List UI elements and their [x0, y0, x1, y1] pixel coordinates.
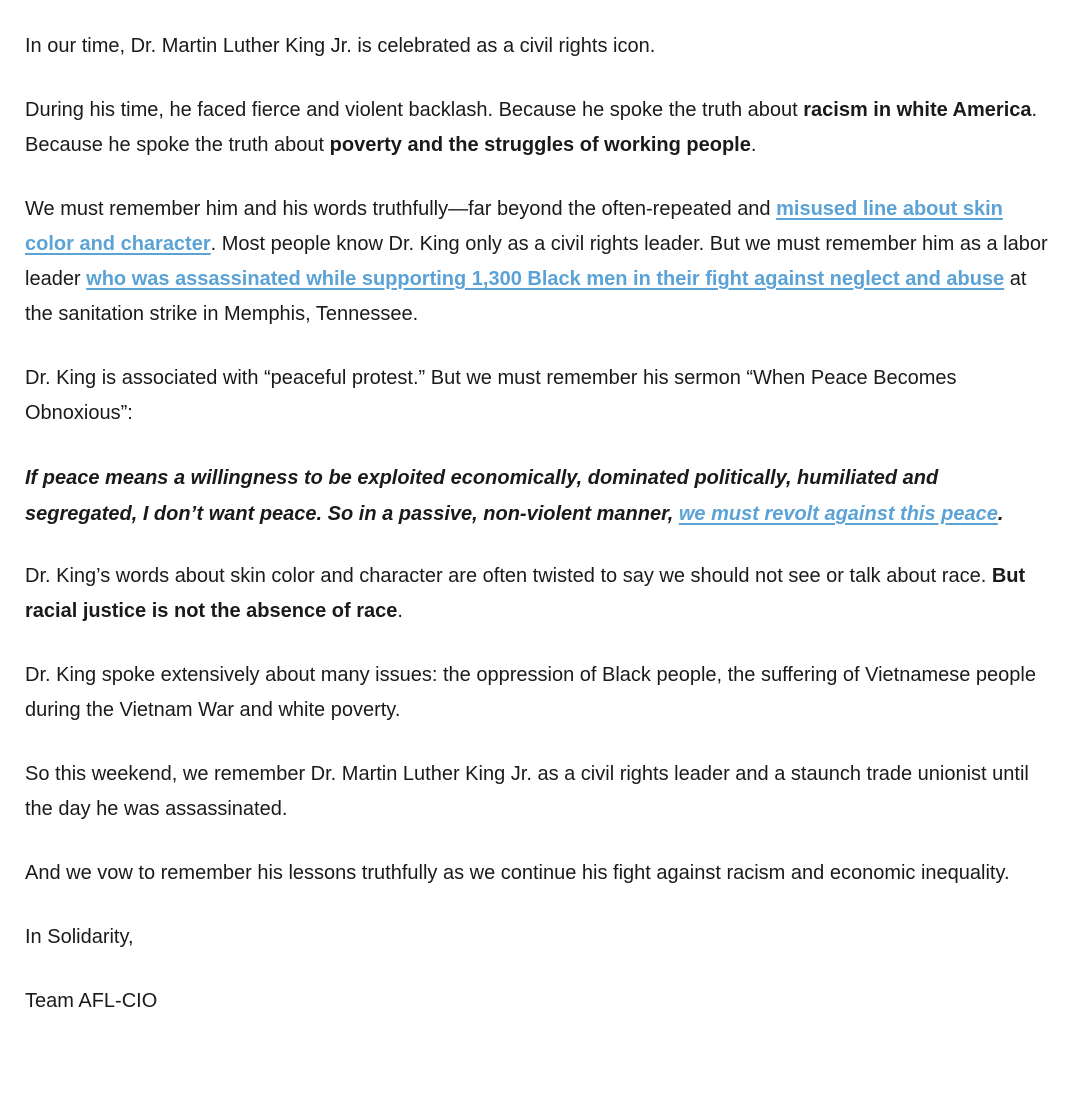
paragraph-text: Dr. King spoke extensively about many issues: the oppression of Black people, the suffering of Vietnamese people during the Vietnam War and white poverty. [25, 664, 1036, 721]
bold-phrase-racial-justice: But racial justice is not the absence of race [25, 565, 1026, 622]
quote-text: . [997, 503, 1004, 525]
paragraph-sermon [25, 361, 1051, 431]
paragraph-text: . Most people know Dr. King only as a civil rights leader. But we must remember him as a labor leader [25, 233, 1048, 290]
paragraph-text: at the sanitation strike in Memphis, Tennessee. [25, 268, 1027, 325]
link-sanitation-strike[interactable]: who was assassinated while supporting 1,300 Black men in their fight against neglect and abuse [86, 268, 1005, 290]
paragraph-weekend [25, 757, 1051, 827]
signature-text: Team AFL-CIO [25, 990, 158, 1012]
bold-phrase-racism: racism in white America [803, 99, 1032, 121]
bold-phrase-poverty: poverty and the struggles of working people [329, 134, 751, 156]
paragraph-text: And we vow to remember his lessons truthfully as we continue his fight against racism and economic inequality. [25, 862, 1010, 884]
paragraph-text: Dr. King’s words about skin color and character are often twisted to say we should not see or talk about race. [25, 565, 992, 587]
paragraph-text: We must remember him and his words truthfully—far beyond the often-repeated and [25, 198, 777, 220]
paragraph-text: In our time, Dr. Martin Luther King Jr. is celebrated as a civil rights icon. [25, 35, 656, 57]
link-revolt-against-peace[interactable]: we must revolt against this peace [678, 503, 998, 525]
paragraph-text: . [397, 600, 403, 622]
link-misused-line[interactable]: misused line about skin color and character [25, 198, 1003, 255]
paragraph-text: So this weekend, we remember Dr. Martin Luther King Jr. as a civil rights leader and a staunch trade unionist until the day he was assassinated. [25, 763, 1029, 820]
sermon-quote [25, 460, 1051, 532]
paragraph-text: During his time, he faced fierce and violent backlash. Because he spoke the truth about [25, 99, 804, 121]
quote-text: If peace means a willingness to be exploited economically, dominated politically, humiliated and segregated, I don’t want peace. So in a passive, non-violent manner, [25, 467, 939, 525]
paragraph-remember [25, 192, 1051, 332]
paragraph-racial-justice [25, 559, 1051, 629]
paragraph-text: . Because he spoke the truth about [25, 99, 1038, 156]
closing-text: In Solidarity, [25, 926, 134, 948]
paragraph-text: . [750, 134, 757, 156]
paragraph-intro [25, 29, 1051, 64]
paragraph-backlash [25, 93, 1051, 163]
signature-line [25, 984, 1051, 1019]
paragraph-issues [25, 658, 1051, 728]
closing-line [25, 920, 1051, 955]
paragraph-text: Dr. King is associated with “peaceful protest.” But we must remember his sermon “When Peace Becomes Obnoxious”: [25, 367, 957, 424]
paragraph-vow [25, 856, 1051, 891]
